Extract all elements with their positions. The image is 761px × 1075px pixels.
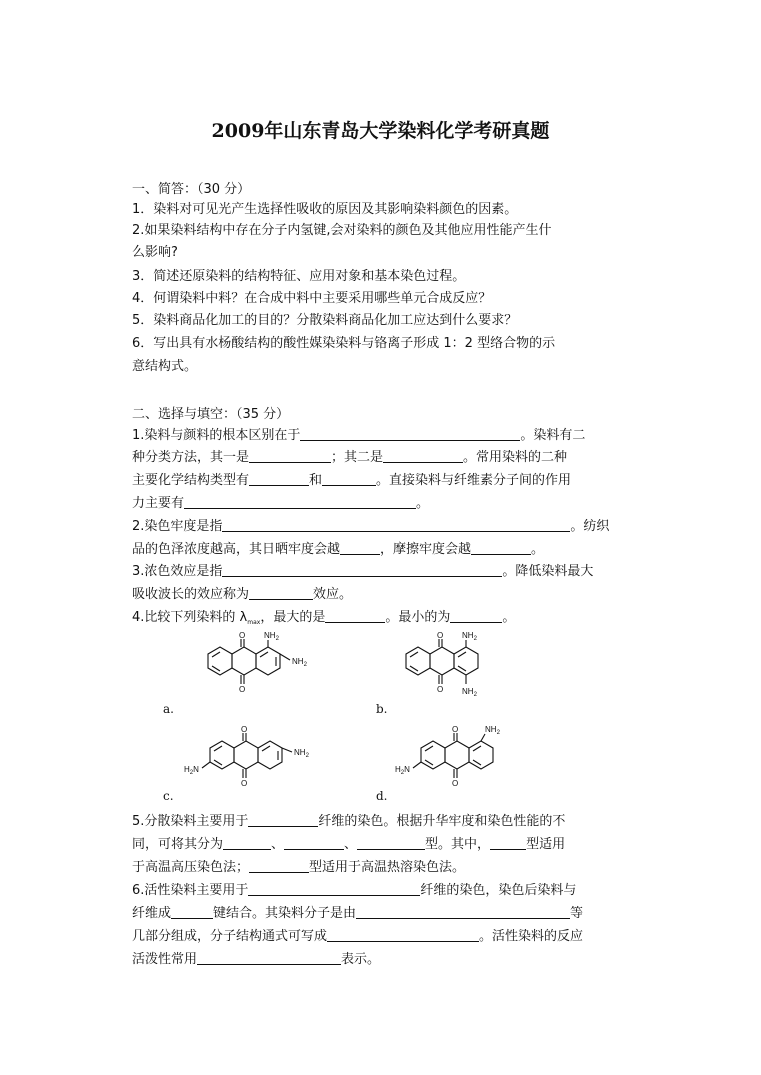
fill-5-line1: 5.分散染料主要用于 纤维的染色。根据升华牢度和染色性能的不 bbox=[132, 814, 566, 829]
fill-6-line1: 6.活性染料主要用于 纤维的染色，染色后染料与 bbox=[132, 883, 577, 898]
question-1: 1．染料对可见光产生选择性吸收的原因及其影响染料颜色的因素。 bbox=[132, 202, 518, 217]
page-title: 2009年山东青岛大学染料化学考研真题 bbox=[211, 120, 550, 142]
question-6-line2: 意结构式。 bbox=[132, 359, 198, 374]
blank bbox=[184, 495, 416, 509]
molecule-c bbox=[184, 722, 344, 802]
atom-o: O bbox=[452, 725, 459, 734]
fill-5-line3: 于高温高压染色法； 型适用于高温热溶染色法。 bbox=[132, 860, 466, 875]
question-4: 4．何谓染料中料？在合成中料中主要采用哪些单元合成反应？ bbox=[132, 291, 492, 306]
blank bbox=[249, 586, 313, 600]
label-a: a. bbox=[163, 702, 174, 716]
blank bbox=[450, 609, 502, 623]
question-3: 3．简述还原染料的结构特征、应用对象和基本染色过程。 bbox=[132, 269, 466, 284]
fill-1-line4: 力主要有 。 bbox=[132, 496, 430, 511]
group-h2n: $H_2N$ bbox=[184, 765, 199, 776]
fill-5-line2: 同，可将其分为 、 、 型。其中， 型适用 bbox=[132, 837, 566, 852]
blank bbox=[197, 951, 341, 965]
molecule-a bbox=[184, 628, 334, 712]
fill-6-line4: 活泼性常用 表示。 bbox=[132, 952, 381, 967]
group-nh2: $NH_2$ bbox=[485, 725, 500, 736]
label-d: d. bbox=[376, 789, 388, 803]
atom-o: O bbox=[241, 725, 248, 734]
atom-o: O bbox=[452, 779, 459, 788]
group-h2n: $H_2N$ bbox=[395, 765, 410, 776]
molecule-d bbox=[395, 722, 525, 802]
atom-o: O bbox=[437, 631, 444, 640]
section2-heading: 二、选择与填空：（35 分） bbox=[132, 407, 290, 422]
fill-6-line3: 几部分组成，分子结构通式可写成 。活性染料的反应 bbox=[132, 929, 584, 944]
lambda-subscript: max bbox=[247, 619, 261, 626]
molecule-b bbox=[398, 628, 528, 712]
fill-2-line2: 品的色泽浓度越高，其日晒牢度会越 ，摩擦牢度会越 。 bbox=[132, 542, 545, 557]
blank bbox=[248, 882, 420, 896]
blank bbox=[357, 836, 425, 850]
question-2-line1: 2.如果染料结构中存在分子内氢键,会对染料的颜色及其他应用性能产生什 bbox=[132, 223, 552, 238]
question-2-line2: 么影响? bbox=[132, 245, 178, 260]
blank bbox=[248, 813, 318, 827]
fill-1-line1: 1.染料与颜料的根本区别在于 。染料有二 bbox=[132, 428, 586, 443]
atom-o: O bbox=[241, 779, 248, 788]
atom-o: O bbox=[437, 685, 444, 694]
blank bbox=[249, 472, 309, 486]
blank bbox=[327, 928, 479, 942]
fill-3-line1: 3.浓色效应是指 。降低染料最大 bbox=[132, 564, 594, 579]
group-nh2: $NH_2$ bbox=[462, 631, 477, 642]
blank bbox=[171, 905, 213, 919]
label-c: c. bbox=[163, 789, 174, 803]
blank bbox=[300, 427, 520, 441]
fill-6-line2: 纤维成 键结合。其染料分子是由 等 bbox=[132, 906, 584, 921]
blank bbox=[383, 449, 463, 463]
blank bbox=[223, 836, 271, 850]
blank bbox=[249, 449, 331, 463]
blank bbox=[340, 541, 380, 555]
label-b: b. bbox=[376, 702, 388, 716]
group-nh2: $NH_2$ bbox=[462, 687, 477, 698]
question-6-line1: 6．写出具有水杨酸结构的酸性媒染染料与铬离子形成 1：2 型络合物的示 bbox=[132, 336, 556, 351]
group-nh2: $NH_2$ bbox=[294, 748, 309, 759]
question-5: 5．染料商品化加工的目的？分散染料商品化加工应达到什么要求？ bbox=[132, 313, 518, 328]
blank bbox=[249, 859, 309, 873]
blank bbox=[356, 905, 570, 919]
blank bbox=[222, 518, 570, 532]
section1-heading: 一、简答：（30 分） bbox=[132, 182, 251, 197]
fill-1-line2: 种分类方法，其一是 ；其二是 。常用染料的二种 bbox=[132, 450, 568, 465]
atom-o: O bbox=[239, 685, 246, 694]
blank bbox=[471, 541, 531, 555]
blank bbox=[490, 836, 526, 850]
blank bbox=[322, 472, 376, 486]
blank bbox=[325, 609, 385, 623]
group-nh2: $NH_2$ bbox=[264, 631, 279, 642]
fill-2-line1: 2.染色牢度是指 。纺织 bbox=[132, 519, 610, 534]
fill-3-line2: 吸收波长的效应称为 效应。 bbox=[132, 587, 353, 602]
atom-o: O bbox=[239, 631, 246, 640]
fill-1-line3: 主要化学结构类型有 和 。直接染料与纤维素分子间的作用 bbox=[132, 473, 572, 488]
blank bbox=[222, 563, 502, 577]
group-nh2: $NH_2$ bbox=[292, 657, 307, 668]
blank bbox=[284, 836, 344, 850]
fill-4-line1: 4.比较下列染料的 $\lambda_{max}$，最大的是 。最小的为 。 bbox=[132, 610, 516, 626]
